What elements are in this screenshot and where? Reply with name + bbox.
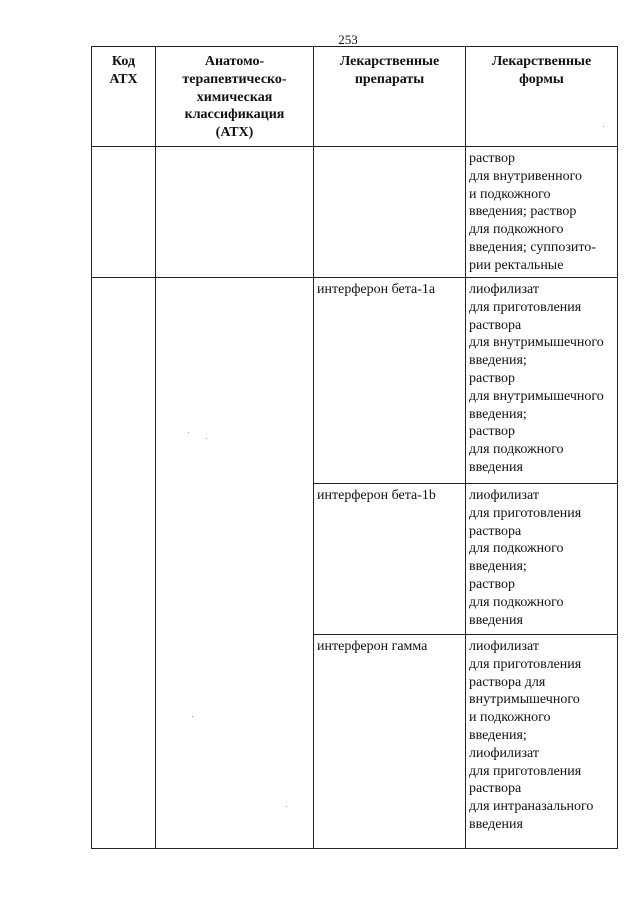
scan-speck [603, 126, 604, 127]
header-atx-classification [156, 47, 314, 147]
form-line: введения; [469, 727, 527, 743]
header-text: формы [519, 71, 564, 87]
table-row [92, 278, 618, 484]
form-line: лиофилизат [469, 488, 540, 503]
drug-cell [314, 484, 466, 635]
form-line: раствор [469, 424, 516, 440]
drug-name: интерферон бета-1b [317, 488, 436, 503]
drug-cell [314, 147, 466, 278]
atx-classification-cell [156, 147, 314, 278]
header-text: Анатомо- [204, 54, 265, 69]
form-line: рии ректальные [469, 257, 564, 273]
form-line: раствора [469, 781, 522, 797]
form-line: введения [469, 459, 523, 475]
form-line: для подкожного [469, 442, 564, 458]
form-line: для подкожного [469, 541, 564, 557]
form-line: для приготовления [469, 505, 582, 521]
form-line: для внутримышечного [469, 335, 604, 351]
forms-cell [466, 635, 618, 849]
form-line: раствора [469, 523, 522, 539]
header-text: химическая [196, 89, 273, 105]
atx-code-cell [92, 278, 156, 849]
form-line: лиофилизат [469, 282, 540, 297]
form-line: лиофилизат [469, 639, 540, 654]
form-line: внутримышечного [469, 692, 580, 708]
table-row [92, 147, 618, 278]
drug-name: интерферон гамма [317, 639, 428, 654]
form-line: раствор [469, 151, 516, 166]
table-header-row [92, 47, 618, 147]
drug-name [314, 147, 465, 150]
header-text: классификация [184, 107, 285, 123]
header-text: препараты [354, 71, 425, 87]
header-drugs [314, 47, 466, 147]
header-text: терапевтическо- [182, 71, 287, 87]
header-text: (АТХ) [215, 125, 254, 141]
form-line: раствор [469, 370, 516, 386]
form-line: раствора для [469, 674, 546, 690]
form-line: для внутривенного [469, 168, 583, 184]
forms-cell [466, 278, 618, 484]
form-line: для внутримышечного [469, 388, 604, 404]
header-text: Лекарственные [491, 54, 592, 69]
form-line: и подкожного [469, 186, 551, 202]
scan-speck [206, 438, 207, 439]
forms-cell [466, 147, 618, 278]
form-line: введения [469, 612, 523, 628]
atx-code-cell [92, 147, 156, 278]
form-line: введения; [469, 559, 527, 575]
form-line: раствор [469, 576, 516, 592]
scan-speck [188, 432, 189, 433]
drug-cell [314, 635, 466, 849]
form-line: введения [469, 816, 523, 832]
header-text: АТХ [109, 71, 138, 87]
forms-cell [466, 484, 618, 635]
atx-classification-cell [156, 278, 314, 849]
scan-speck [286, 806, 287, 807]
form-line: раствора [469, 317, 522, 333]
form-line: для интраназального [469, 799, 594, 815]
form-line: введения; [469, 353, 527, 369]
form-line: введения; суппозито- [469, 239, 596, 255]
header-text: Лекарственные [339, 54, 440, 69]
header-atx-code [92, 47, 156, 147]
drug-name: интерферон бета-1a [317, 282, 436, 297]
form-line: для приготовления [469, 656, 582, 672]
atx-table [91, 46, 618, 849]
form-line: введения; раствор [469, 204, 577, 220]
form-line: для приготовления [469, 299, 582, 315]
form-line: и подкожного [469, 710, 551, 726]
header-dosage-forms [466, 47, 618, 147]
header-text: Код [111, 54, 136, 69]
form-line: для подкожного [469, 594, 564, 610]
form-line: для подкожного [469, 222, 564, 238]
form-line: для приготовления [469, 763, 582, 779]
scan-speck [192, 716, 193, 717]
drug-cell [314, 278, 466, 484]
form-line: лиофилизат [469, 745, 540, 761]
page-number: 253 [338, 32, 358, 47]
form-line: введения; [469, 406, 527, 422]
